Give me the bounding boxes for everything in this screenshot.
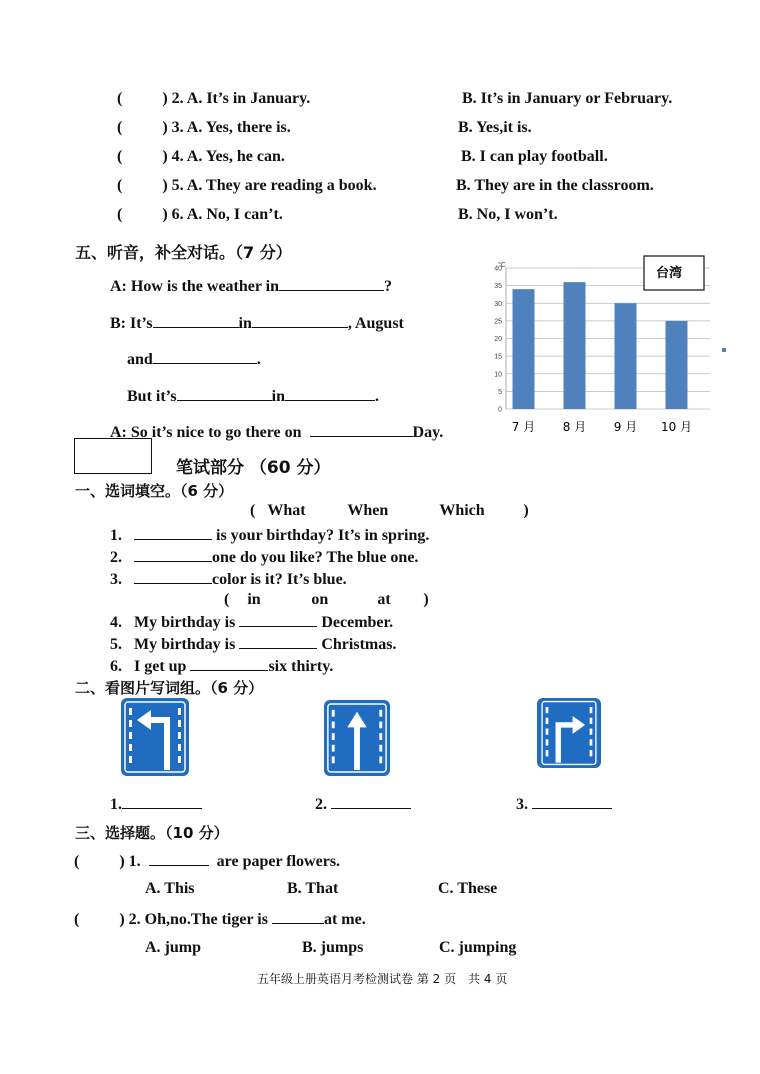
word-bank-1: ( What When Which )	[250, 502, 529, 519]
section3-heading: 三、选择题。（10 分）	[75, 824, 229, 842]
dialog-line-3: and .	[127, 351, 261, 368]
dialog-line-1: A: How is the weather in ?	[110, 278, 393, 295]
category-label: 7 月	[511, 420, 536, 434]
answer-blank[interactable]	[285, 386, 375, 401]
answer-blank[interactable]	[153, 349, 257, 364]
category-label: 9 月	[613, 420, 638, 434]
chart-y-unit: °C	[498, 262, 506, 269]
dialog-line-2: B: It’s in , August	[110, 315, 404, 332]
y-tick-label: 35	[494, 283, 502, 291]
mc-option: B. That	[287, 880, 339, 897]
category-label: 10 月	[660, 420, 693, 434]
fill-item: 1. is your birthday? It’s in spring.	[110, 527, 430, 544]
fill-item: 4. My birthday is December.	[110, 614, 394, 631]
y-tick-label: 30	[494, 300, 502, 308]
bar	[564, 282, 586, 409]
word-option: at	[377, 591, 391, 608]
section5-heading: 五、听音，补全对话。（7 分）	[75, 243, 292, 262]
bar	[615, 303, 637, 409]
mc-option: A. jump	[145, 939, 202, 956]
mc-question-2: ( ) 2. Oh,no.The tiger is at me.	[74, 911, 366, 928]
word-option: in	[247, 591, 261, 608]
option-b: B. I can play football.	[461, 148, 608, 165]
section2-heading: 二、看图片写词组。（6 分）	[75, 679, 264, 697]
chart-bars	[513, 282, 688, 409]
y-tick-label: 40	[494, 265, 502, 273]
fill-item: 6. I get up six thirty.	[110, 658, 334, 675]
choice-row: ( ) 5. A. They are reading a book.	[117, 177, 377, 194]
written-section-title: 笔试部分 （60 分）	[176, 458, 331, 478]
answer-blank[interactable]	[190, 656, 268, 671]
y-tick-label: 5	[498, 388, 502, 396]
sign-answer-2: 2.	[315, 794, 411, 814]
fill-item: 3. color is it? It’s blue.	[110, 571, 347, 588]
answer-blank[interactable]	[239, 612, 317, 627]
answer-blank[interactable]	[134, 569, 212, 584]
mc-option: C. jumping	[439, 939, 517, 956]
choice-row: ( ) 6. A. No, I can’t.	[117, 206, 283, 223]
option-b: B. It’s in January or February.	[462, 90, 673, 107]
category-label: 8 月	[562, 420, 587, 434]
answer-blank[interactable]	[134, 547, 212, 562]
answer-blank[interactable]	[331, 794, 411, 809]
dialog-line-5: A: So it’s nice to go there on Day.	[110, 424, 444, 441]
answer-blank[interactable]	[252, 313, 348, 328]
choice-row: ( ) 2. A. It’s in January.	[117, 90, 311, 107]
word-option: on	[311, 591, 329, 608]
turn-right-sign-icon	[537, 698, 601, 768]
mc-question-1: ( ) 1. are paper flowers.	[74, 853, 341, 870]
mc-option: B. jumps	[302, 939, 364, 956]
option-a: 5. A. They are reading a book.	[171, 177, 377, 194]
mc-option: A. This	[145, 880, 195, 897]
option-a: 2. A. It’s in January.	[171, 90, 311, 107]
choice-row: ( ) 3. A. Yes, there is.	[117, 119, 291, 136]
word-option: When	[347, 502, 389, 519]
y-tick-label: 0	[498, 406, 502, 414]
score-box	[74, 438, 152, 474]
word-option: Which	[439, 502, 485, 519]
answer-blank[interactable]	[532, 794, 612, 809]
option-b: B. Yes,it is.	[458, 119, 532, 136]
page-footer: 五年级上册英语月考检测试卷 第 2 页 共 4 页	[257, 972, 508, 986]
turn-left-sign-icon	[121, 698, 189, 776]
bar	[666, 321, 688, 409]
bar	[513, 289, 535, 409]
sign-answer-3: 3.	[516, 794, 612, 814]
option-a: 6. A. No, I can’t.	[171, 206, 283, 223]
word-option: What	[267, 502, 306, 519]
answer-blank[interactable]	[122, 794, 202, 809]
option-b: B. No, I won’t.	[458, 206, 558, 223]
answer-blank[interactable]	[279, 276, 384, 291]
answer-blank[interactable]	[310, 422, 413, 437]
mc-option: C. These	[438, 880, 498, 897]
y-tick-label: 15	[494, 353, 502, 361]
dialog-line-4: But it’s in .	[127, 388, 379, 405]
fill-item: 5. My birthday is Christmas.	[110, 636, 397, 653]
option-b: B. They are in the classroom.	[456, 177, 654, 194]
choice-row: ( ) 4. A. Yes, he can.	[117, 148, 285, 165]
sign-answer-1: 1.	[110, 794, 202, 814]
fill-item: 2. one do you like? The blue one.	[110, 549, 419, 566]
chart-y-ticks	[494, 266, 502, 414]
chart-categories	[512, 420, 692, 434]
word-bank-2: ( in on at )	[224, 591, 429, 608]
y-tick-label: 20	[494, 336, 502, 343]
answer-blank[interactable]	[153, 313, 239, 328]
answer-blank[interactable]	[272, 909, 324, 924]
go-straight-sign-icon	[324, 700, 390, 776]
answer-blank[interactable]	[134, 525, 212, 540]
legend-marker	[722, 348, 726, 352]
option-a: 4. A. Yes, he can.	[171, 148, 285, 165]
answer-blank[interactable]	[177, 386, 272, 401]
weather-bar-chart	[478, 252, 738, 442]
answer-blank[interactable]	[149, 851, 209, 866]
y-tick-label: 25	[494, 318, 502, 326]
section1-heading: 一、选词填空。（6 分）	[75, 482, 234, 500]
chart-title: 台湾	[656, 266, 683, 281]
answer-blank[interactable]	[239, 634, 317, 649]
option-a: 3. A. Yes, there is.	[171, 119, 291, 136]
y-tick-label: 10	[494, 371, 502, 379]
